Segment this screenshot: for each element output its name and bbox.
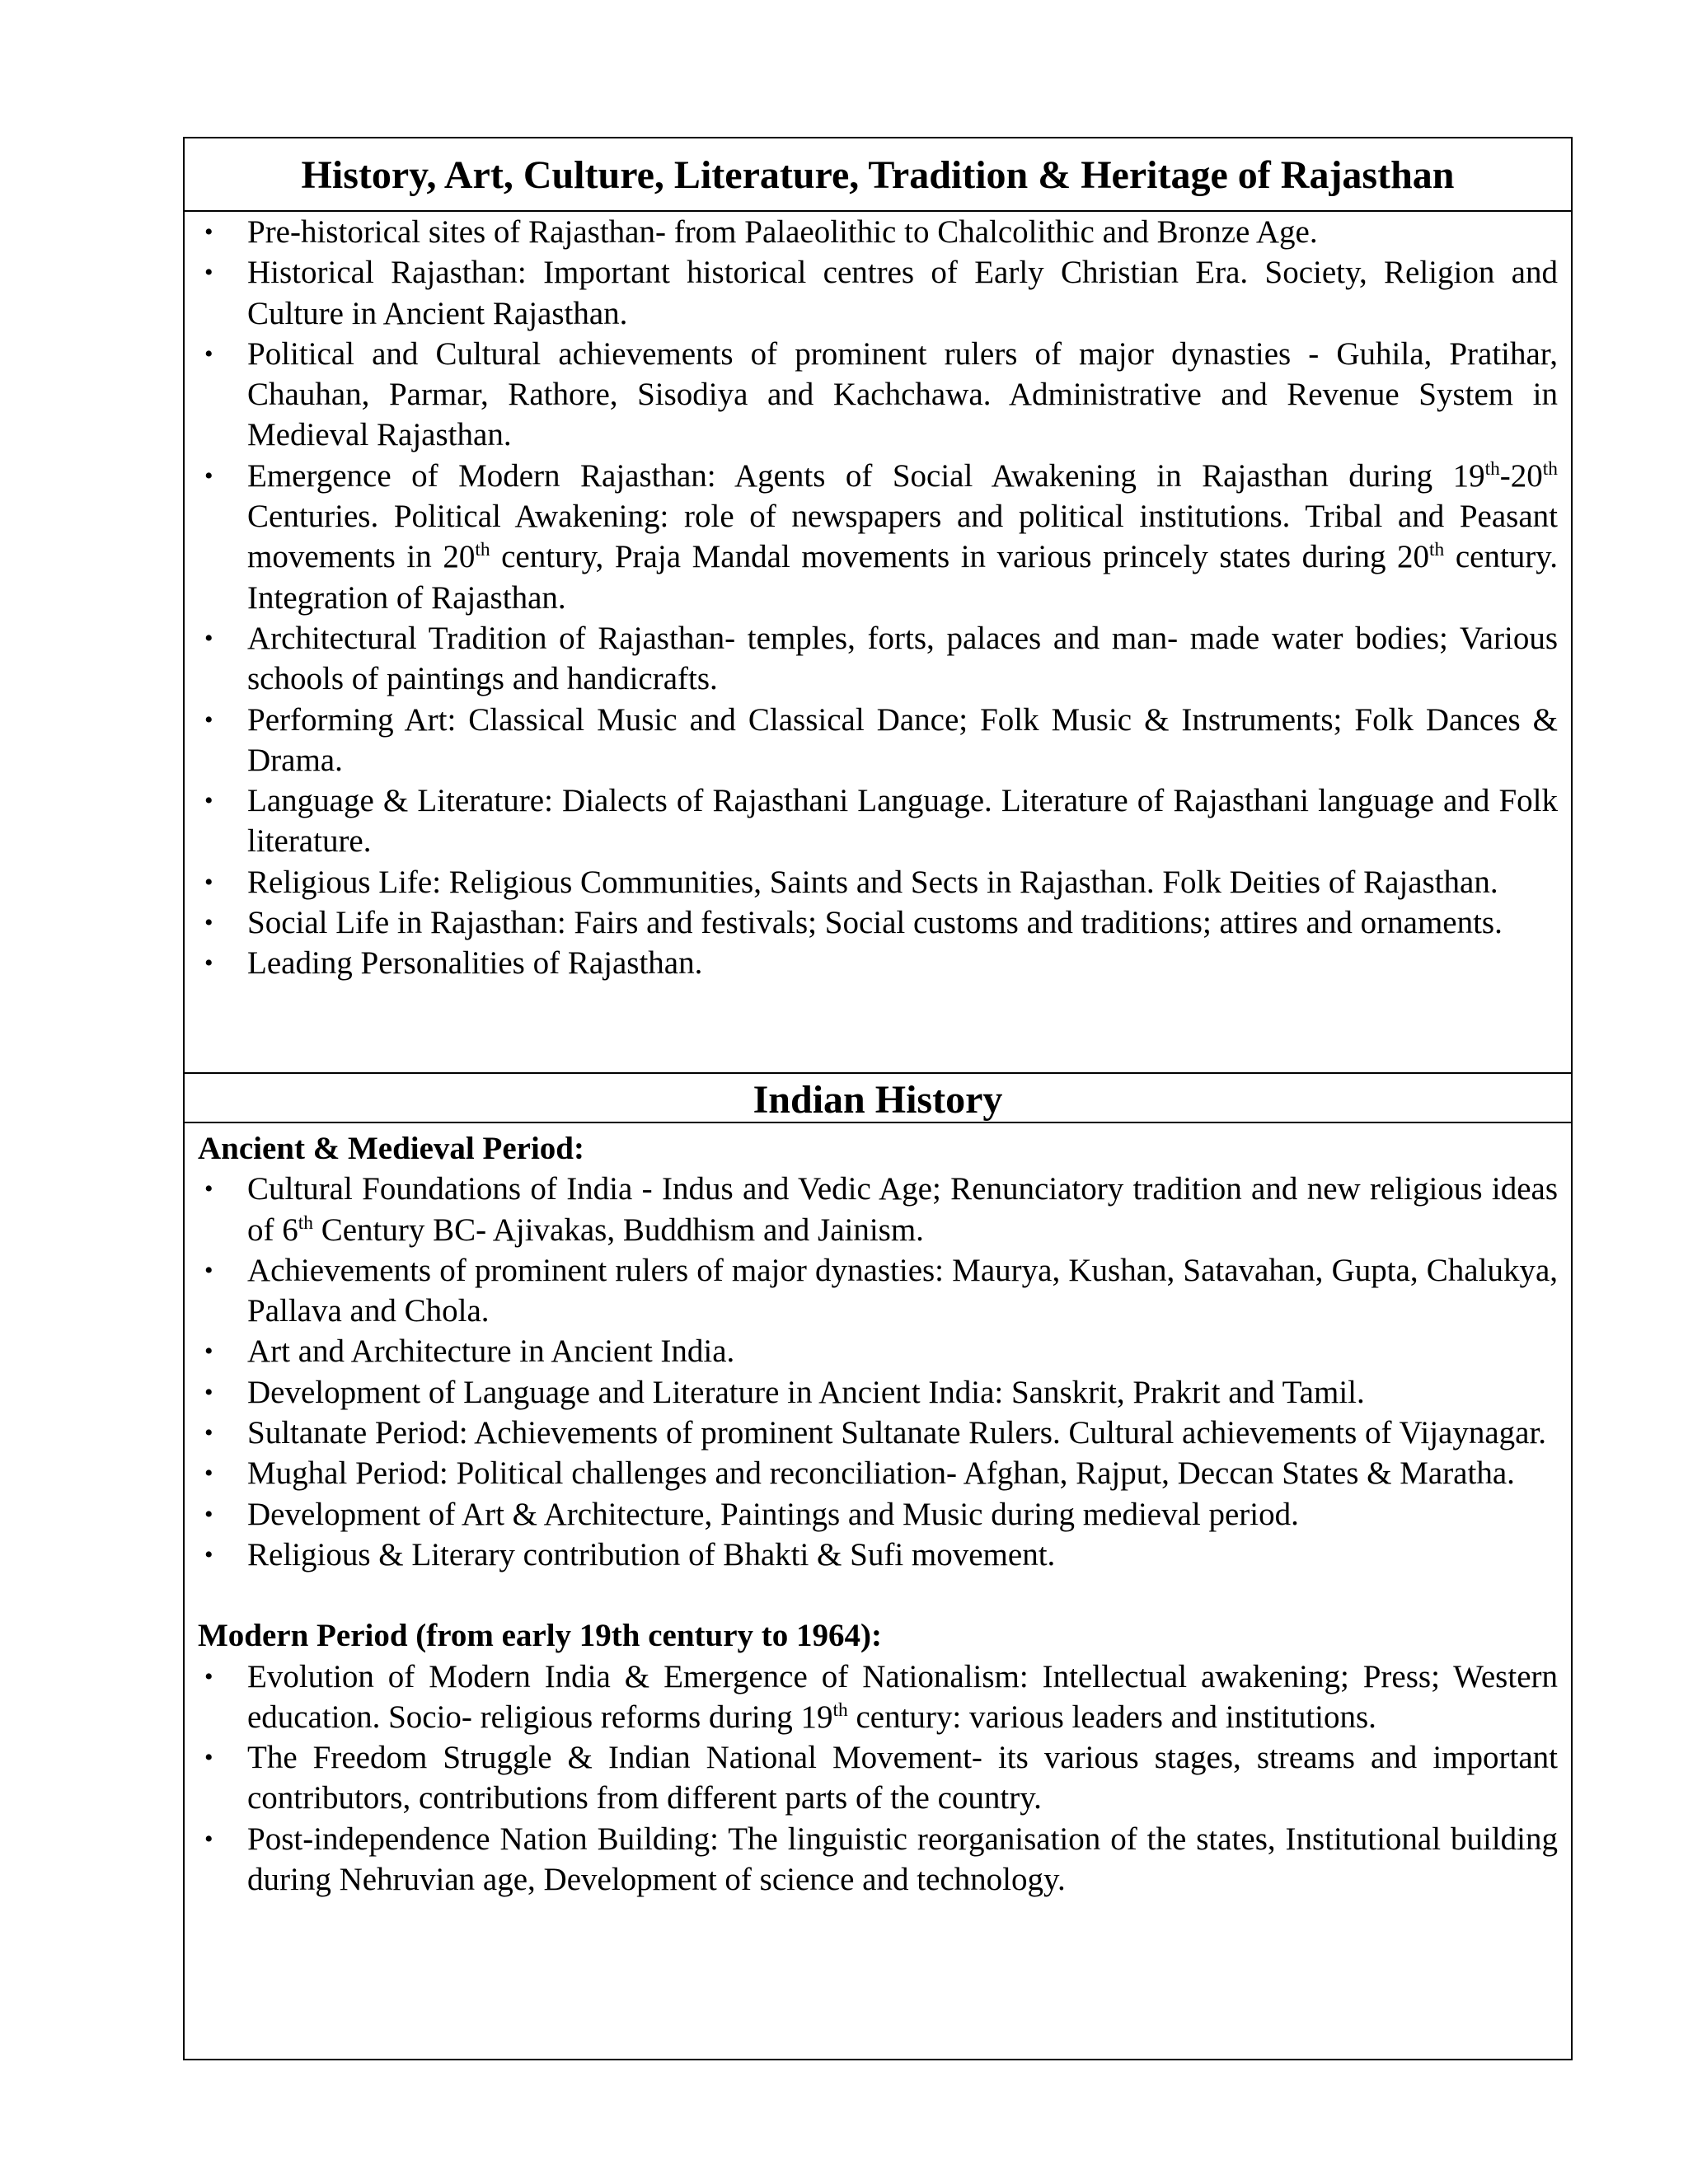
list-item: • The Freedom Struggle & Indian National Movement- its various stages, streams and important contributors, contributions from different parts of the country. bbox=[198, 1737, 1558, 1819]
list-item: • Language & Literature: Dialects of Rajasthani Language. Literature of Rajasthani language and Folk literature. bbox=[198, 780, 1558, 862]
list-item: • Emergence of Modern Rajasthan: Agents of Social Awakening in Rajasthan during 19th-20th Centuries. Political Awakening: role of newspapers and political institutions. Tribal and Peasant movements in 20th century, Praja Mandal movements in various princely states during 20th century. Integration of Rajasthan. bbox=[198, 456, 1558, 618]
list-item: • Achievements of prominent rulers of major dynasties: Maurya, Kushan, Satavahan, Gupta, Chalukya, Pallava and Chola. bbox=[198, 1250, 1558, 1332]
list-item: • Architectural Tradition of Rajasthan- temples, forts, palaces and man- made water bodies; Various schools of paintings and handicrafts. bbox=[198, 618, 1558, 700]
ancient-medieval-list bbox=[198, 1169, 1558, 1575]
subheading-modern-period: Modern Period (from early 19th century to 1964): bbox=[198, 1618, 882, 1654]
list-item: • Sultanate Period: Achievements of prominent Sultanate Rulers. Cultural achievements of Vijaynagar. bbox=[198, 1413, 1558, 1453]
syllabus-table bbox=[183, 137, 1573, 2060]
list-item: • Religious Life: Religious Communities, Saints and Sects in Rajasthan. Folk Deities of Rajasthan. bbox=[198, 862, 1558, 902]
list-item: • Post-independence Nation Building: The linguistic reorganisation of the states, Institutional building during Nehruvian age, Development of science and technology. bbox=[198, 1819, 1558, 1900]
list-item: • Pre-historical sites of Rajasthan- from Palaeolithic to Chalcolithic and Bronze Age. bbox=[198, 212, 1558, 252]
section-title-rajasthan: History, Art, Culture, Literature, Tradition & Heritage of Rajasthan bbox=[185, 138, 1571, 212]
list-item: • Cultural Foundations of India - Indus and Vedic Age; Renunciatory tradition and new religious ideas of 6th Century BC- Ajivakas, Buddhism and Jainism. bbox=[198, 1169, 1558, 1250]
list-item: • Religious & Literary contribution of Bhakti & Sufi movement. bbox=[198, 1535, 1558, 1575]
list-item: • Performing Art: Classical Music and Classical Dance; Folk Music & Instruments; Folk Dances & Drama. bbox=[198, 700, 1558, 781]
list-item: • Art and Architecture in Ancient India. bbox=[198, 1331, 1558, 1371]
list-item: • Development of Language and Literature in Ancient India: Sanskrit, Prakrit and Tamil. bbox=[198, 1372, 1558, 1413]
modern-period-list bbox=[198, 1657, 1558, 1900]
section-title-indian-history: Indian History bbox=[185, 1072, 1571, 1123]
list-item: • Political and Cultural achievements of prominent rulers of major dynasties - Guhila, Pratihar, Chauhan, Parmar, Rathore, Sisodiya and Kachchawa. Administrative and Revenue System in Medieval Rajasthan. bbox=[198, 334, 1558, 456]
spacer bbox=[198, 1575, 1558, 1615]
list-item: • Historical Rajasthan: Important historical centres of Early Christian Era. Society, Religion and Culture in Ancient Rajasthan. bbox=[198, 252, 1558, 334]
list-item: • Leading Personalities of Rajasthan. bbox=[198, 943, 1558, 983]
subheading-ancient-medieval: Ancient & Medieval Period: bbox=[198, 1131, 584, 1166]
list-item: • Evolution of Modern India & Emergence of Nationalism: Intellectual awakening; Press; Western education. Socio- religious reforms during 19th century: various leaders and institutions. bbox=[198, 1657, 1558, 1738]
indian-history-body bbox=[185, 1123, 1571, 1900]
list-item: • Mughal Period: Political challenges and reconciliation- Afghan, Rajput, Deccan States & Maratha. bbox=[198, 1453, 1558, 1493]
list-item: • Social Life in Rajasthan: Fairs and festivals; Social customs and traditions; attires and ornaments. bbox=[198, 902, 1558, 943]
rajasthan-topics-list bbox=[185, 212, 1571, 1072]
list-item: • Development of Art & Architecture, Paintings and Music during medieval period. bbox=[198, 1494, 1558, 1535]
